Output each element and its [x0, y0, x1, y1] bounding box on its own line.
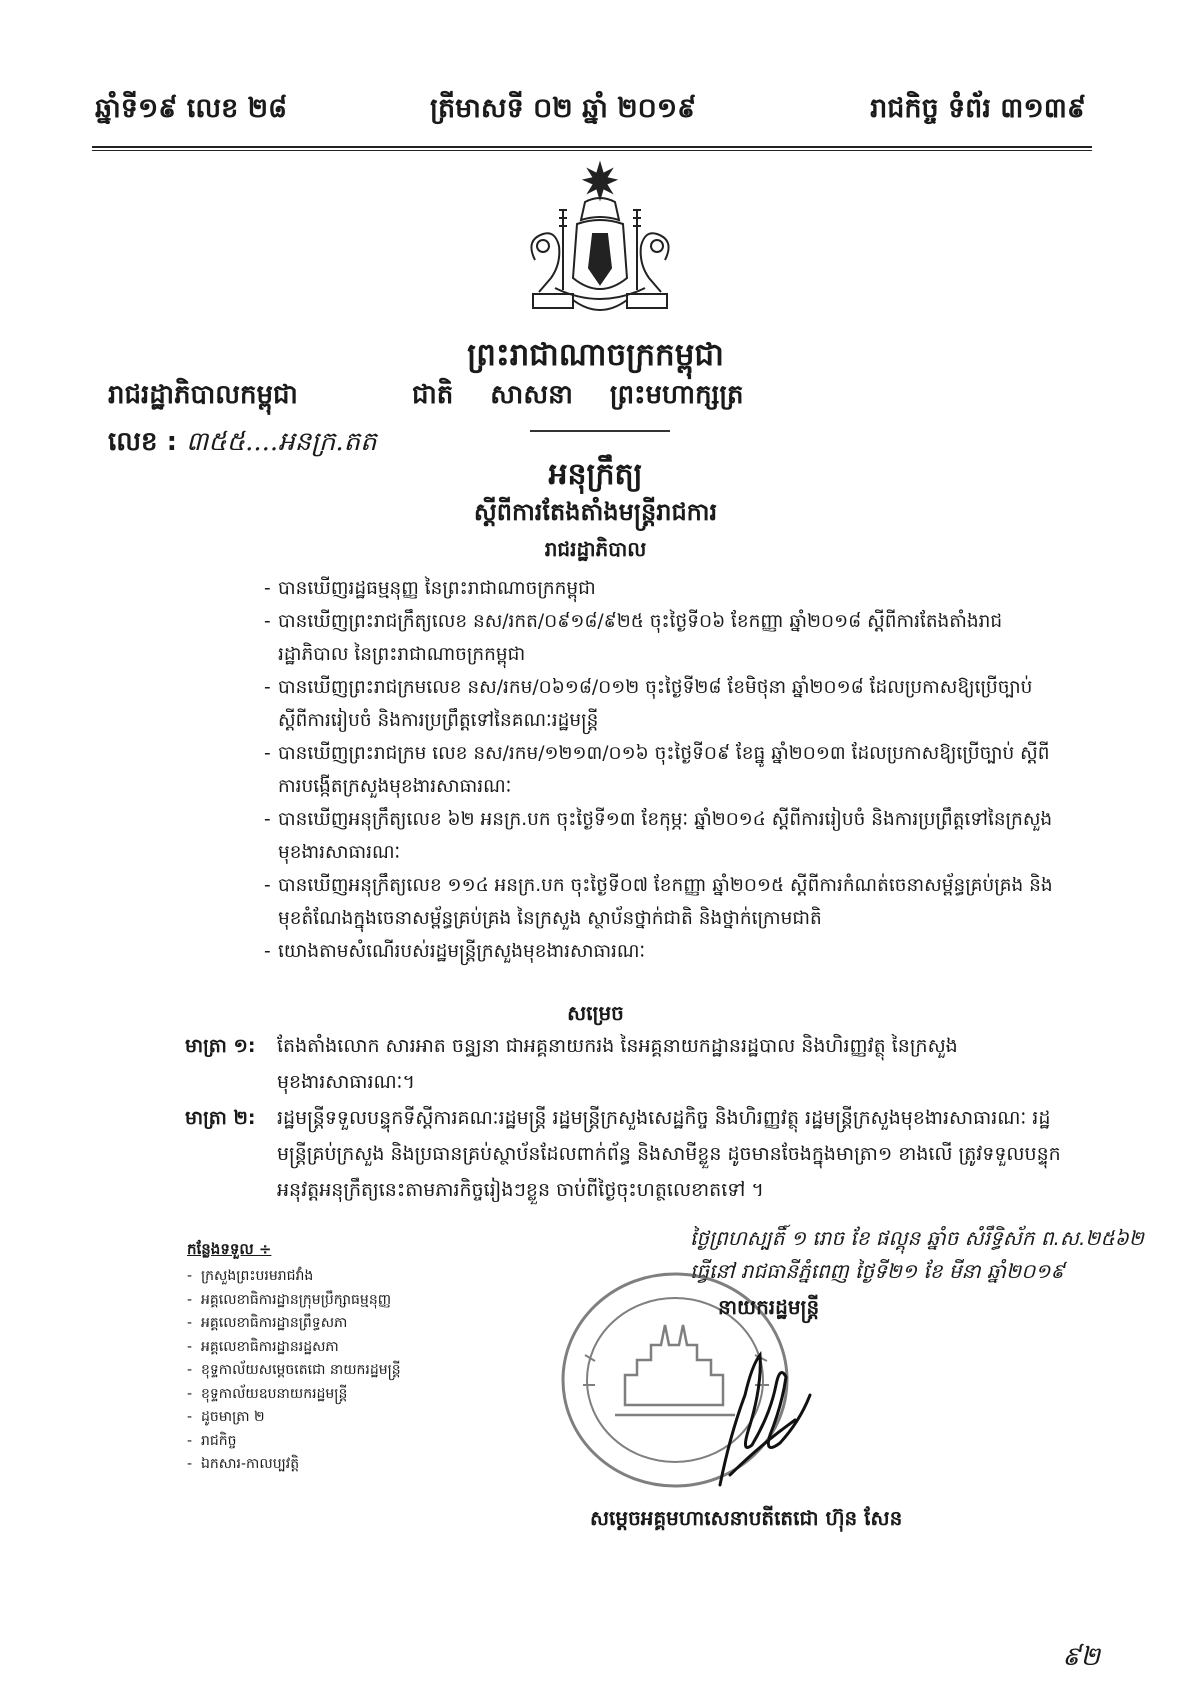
handwritten-signature [690, 1325, 840, 1495]
article-2-text: រដ្ឋមន្ត្រីទទួលបន្ទុកទីស្តីការគណៈរដ្ឋមន្ត្រី រដ្ឋមន្ត្រីក្រសួងសេដ្ឋកិច្ច និងហិរញ្ញវត្ថុ រដ្ឋមន្ត្រីក្រសួងមុខងារសាធារណៈ រដ្ឋមន្ត្រីគ្រប់ក្រសួង និងប្រធានគ្រប់ស្ថាប័នដែលពាក់ព័ន្ធ និងសាមីខ្លួន ដូចមានចែងក្នុងមាត្រា១ ខាងលើ ត្រូវទទួលបន្ទុកអនុវត្តអនុក្រឹត្យនេះតាមភារកិច្ចរៀងៗខ្លួន ចាប់ពីថ្ងៃចុះហត្ថលេខាតទៅ ។ [277, 1107, 1061, 1201]
government-name: រាជរដ្ឋាភិបាលកម្ពុជា [108, 380, 298, 410]
number-label: លេខ : [108, 427, 177, 457]
article-2 [185, 1100, 1065, 1208]
document-subject: ស្តីពីការតែងតាំងមន្ត្រីរាជការ [473, 498, 718, 526]
recitals-list [264, 572, 1064, 968]
motto-separator [530, 430, 670, 432]
signing-place-date: ធ្វើនៅ រាជធានីភ្នំពេញ ថ្ងៃទី២១ ខែ មីនា ឆ្នាំ២០១៩ [690, 1259, 1065, 1283]
recital-item: - យោងតាមសំណើរបស់រដ្ឋមន្ត្រីក្រសួងមុខងារសាធារណៈ [264, 935, 1064, 968]
header-rule [92, 146, 1092, 148]
document-type: អនុក្រឹត្យ [548, 457, 643, 492]
handwritten-page-mark: ៩២ [1062, 1642, 1101, 1672]
gazette-page-number: រាជកិច្ច ទំព័រ ៣១៣៩ [870, 93, 1086, 124]
article-1 [185, 1028, 1065, 1100]
recital-item: - បានឃើញព្រះរាជក្រម លេខ នស/រកម/១២១៣/០១៦ ចុះថ្ងៃទី០៩ ខែធ្នូ ឆ្នាំ២០១៣ ដែលប្រកាសឱ្យប្រើច្បាប់ ស្តីពីការបង្កើតក្រសួងមុខងារសាធារណៈ [264, 737, 1064, 803]
prime-minister-title: នាយករដ្ឋមន្ត្រី [718, 1295, 820, 1319]
decision-heading: សម្រេច [567, 1001, 624, 1025]
kingdom-title: ព្រះរាជាណាចក្រកម្ពុជា [467, 337, 724, 373]
gazette-issue: ឆ្នាំទី១៩ លេខ ២៨ [95, 93, 288, 124]
recital-item: - បានឃើញអនុក្រឹត្យលេខ ១១៤ អនក្រ.បក ចុះថ្ងៃទី០៧ ខែកញ្ញា ឆ្នាំ២០១៥ ស្តីពីការកំណត់ចេនាសម្ព័ន្ធគ្រប់គ្រង និងមុខតំណែងក្នុងចេនាសម្ព័ន្ធគ្រប់គ្រង នៃក្រសួង ស្ថាប័នថ្នាក់ជាតិ និងថ្នាក់ក្រោមជាតិ [264, 869, 1064, 935]
recipient-item: - អគ្គលេខាធិការដ្ឋានព្រឹទ្ធសភា [187, 1312, 401, 1336]
recipient-item: - អគ្គលេខាធិការដ្ឋានក្រុមប្រឹក្សាធម្មនុញ្ញ [187, 1289, 401, 1313]
document-issuer: រាជរដ្ឋាភិបាល [544, 537, 647, 561]
signer-name: សម្តេចអគ្គមហាសេនាបតីតេជោ ហ៊ុន សែន [590, 1506, 903, 1530]
recital-item: - បានឃើញអនុក្រឹត្យលេខ ៦២ អនក្រ.បក ចុះថ្ងៃទី១៣ ខែកុម្ភៈ ឆ្នាំ២០១៤ ស្តីពីការរៀបចំ និងការប្រព្រឹត្តទៅនៃក្រសួងមុខងារសាធារណៈ [264, 803, 1064, 869]
recipient-item: - ខុទ្ទកាល័យសម្តេចតេជោ នាយករដ្ឋមន្ត្រី [187, 1359, 401, 1383]
recital-item: - បានឃើញព្រះរាជក្រមលេខ នស/រកម/០៦១៨/០១២ ចុះថ្ងៃទី២៨ ខែមិថុនា ឆ្នាំ២០១៨ ដែលប្រកាសឱ្យប្រើច្បាប់ ស្តីពីការរៀបចំ និងការប្រព្រឹត្តទៅនៃគណៈរដ្ឋមន្ត្រី [264, 671, 1064, 737]
royal-arms-emblem [515, 160, 685, 330]
gazette-quarter: ត្រីមាសទី ០២ ឆ្នាំ ២០១៩ [430, 93, 697, 124]
recipient-item: - ដូចមាត្រា ២ [187, 1406, 401, 1430]
recipient-item: - អគ្គលេខាធិការដ្ឋានរដ្ឋសភា [187, 1336, 401, 1360]
national-motto: ជាតិ សាសនា ព្រះមហាក្សត្រ [412, 380, 744, 410]
header-rule-thin [92, 150, 1092, 151]
recipients-title: កន្លែងទទួល ÷ [187, 1240, 272, 1258]
lunar-date: ថ្ងៃព្រហស្បតិ៍ ១ រោច ខែ ផល្គុន ឆ្នាំច សំរឹទ្ធិស័ក ព.ស.២៥៦២ [690, 1226, 1144, 1250]
recital-item: - បានឃើញព្រះរាជក្រឹត្យលេខ នស/រកត/០៩១៨/៩២៥ ចុះថ្ងៃទី០៦ ខែកញ្ញា ឆ្នាំ២០១៨ ស្តីពីការតែងតាំងរាជរដ្ឋាភិបាល នៃព្រះរាជាណាចក្រកម្ពុជា [264, 605, 1064, 671]
article-2-label: មាត្រា ២: [185, 1107, 256, 1129]
article-1-label: មាត្រា ១: [185, 1035, 256, 1057]
number-value: ៣៥៥....អនក្រ.តត [186, 427, 377, 457]
article-1-text: តែងតាំងលោក សារអាត ចន្ធ្យនា ជាអគ្គនាយករង នៃអគ្គនាយកដ្ឋានរដ្ឋបាល និងហិរញ្ញវត្ថុ នៃក្រសួងមុខងារសាធារណៈ។ [277, 1035, 958, 1093]
recital-item: - បានឃើញរដ្ឋធម្មនុញ្ញ នៃព្រះរាជាណាចក្រកម្ពុជា [264, 572, 1064, 605]
recipient-item: - ឯកសារ-កាលប្បវត្តិ [187, 1453, 401, 1477]
recipients-list [187, 1265, 401, 1477]
recipient-item: - ក្រសួងព្រះបរមរាជវាំង [187, 1265, 401, 1289]
recipient-item: - ខុទ្ទកាល័យឧបនាយករដ្ឋមន្ត្រី [187, 1383, 401, 1407]
recipient-item: - រាជកិច្ច [187, 1430, 401, 1454]
